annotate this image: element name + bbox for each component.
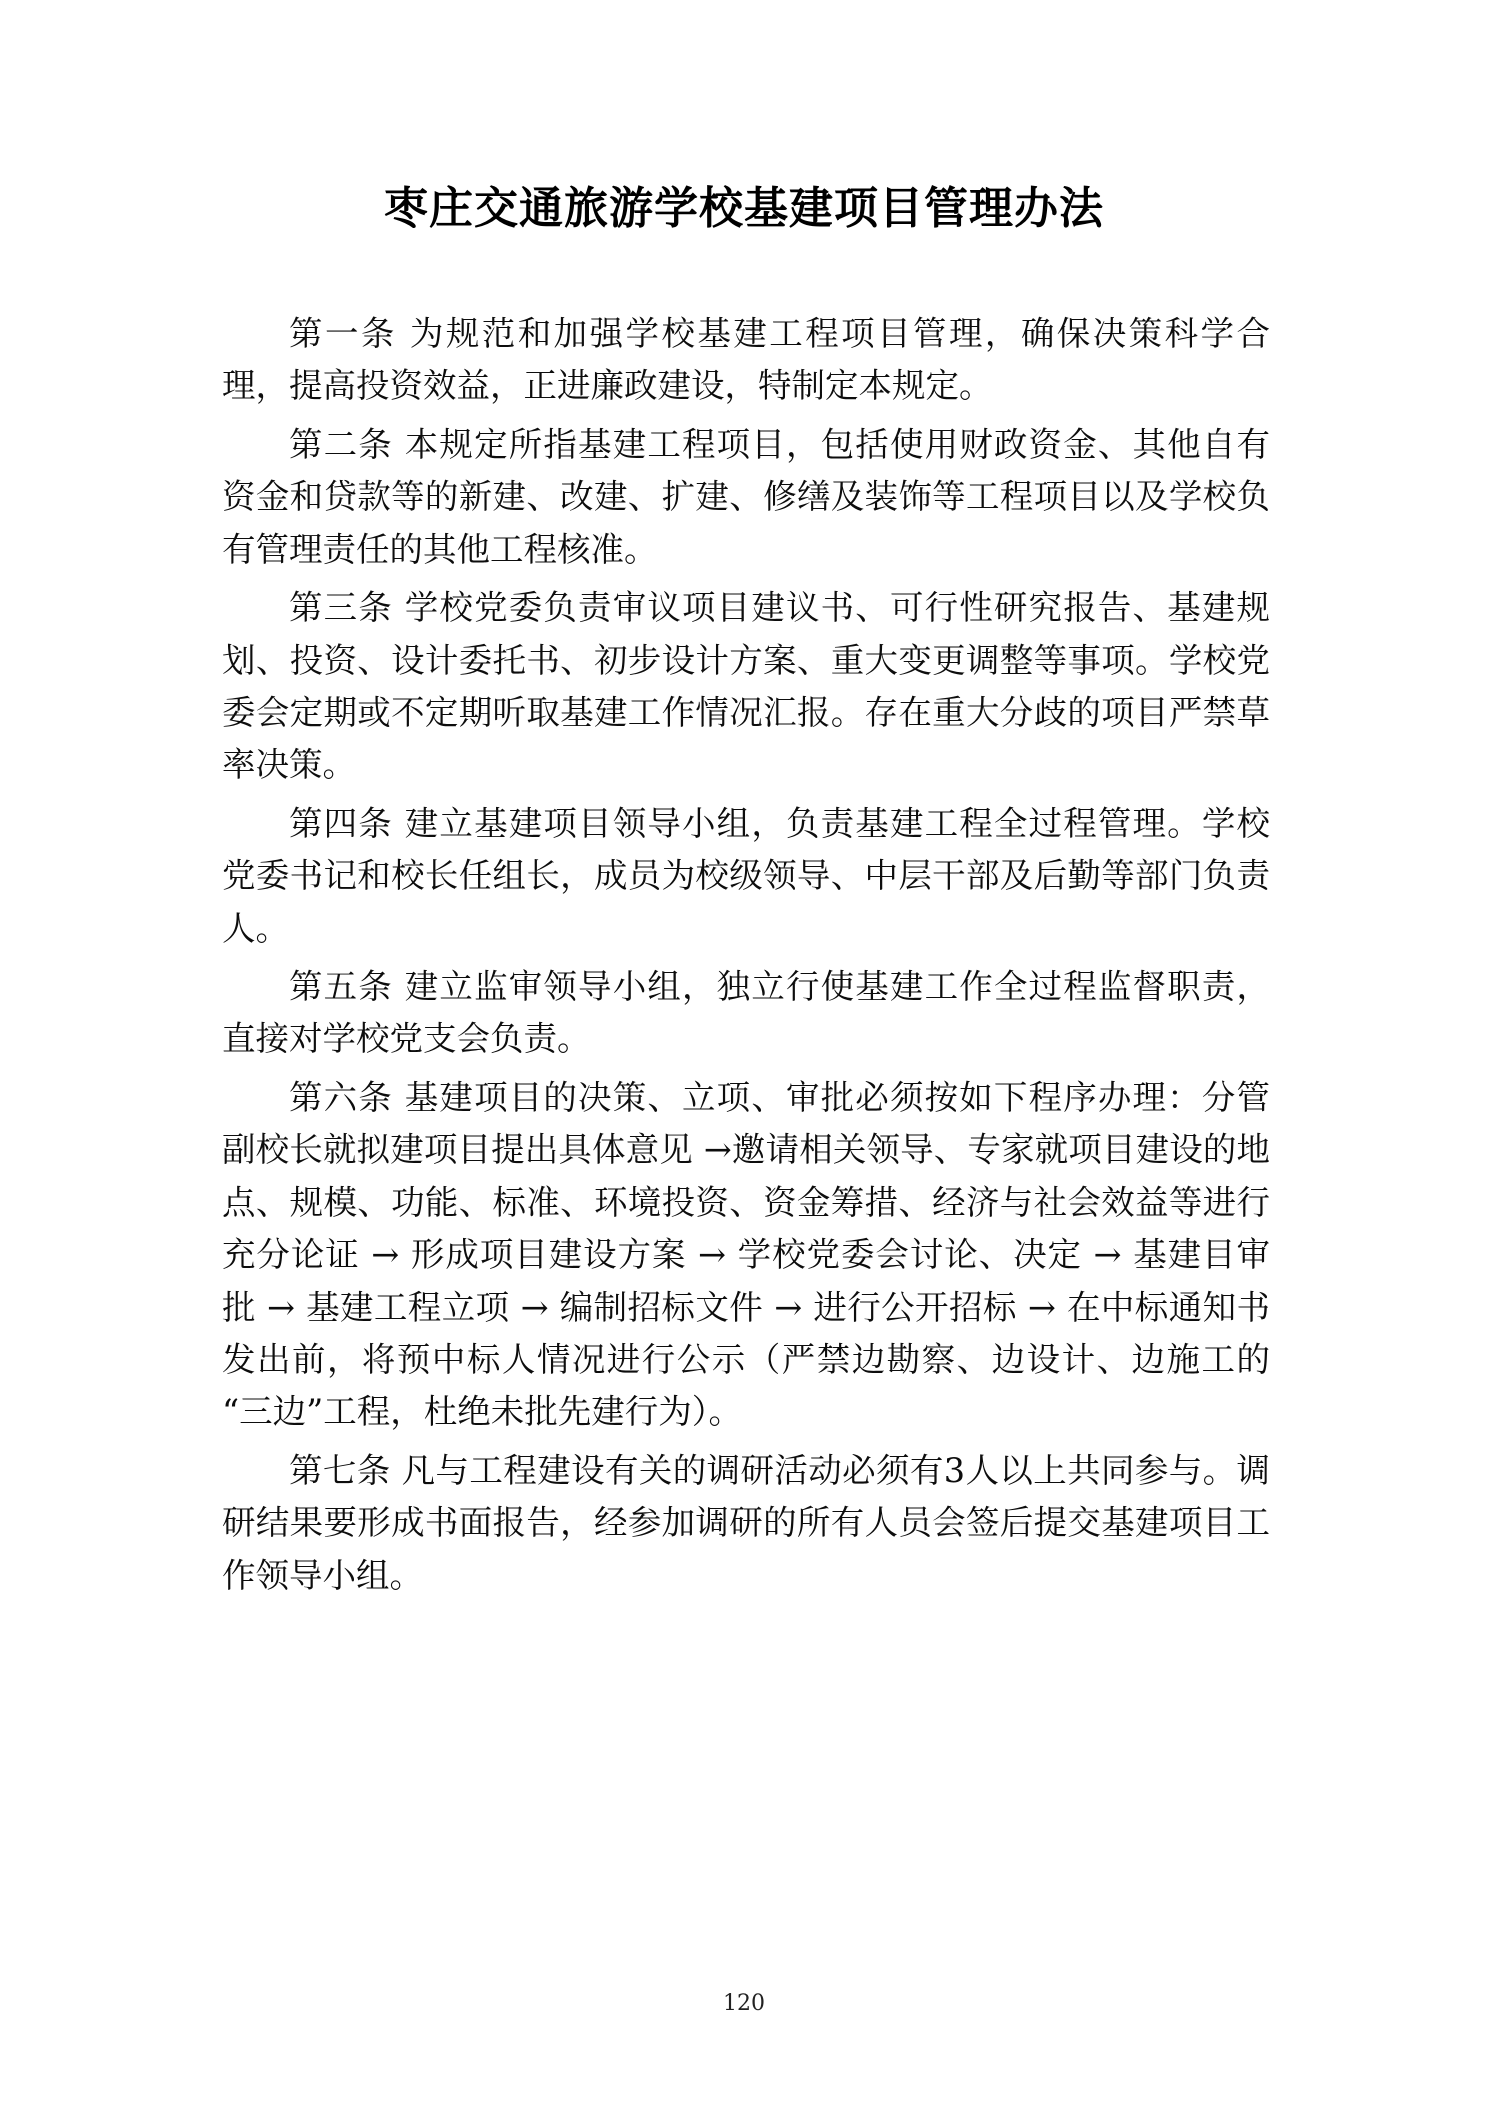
paragraph-article-7: 第七条 凡与工程建设有关的调研活动必须有3人以上共同参与。调研结果要形成书面报告，经参加调研的所有人员会签后提交基建项目工作领导小组。 xyxy=(222,1450,1270,1595)
document-body xyxy=(0,308,1488,1602)
paragraph-article-6: 第六条 基建项目的决策、立项、审批必须按如下程序办理：分管副校长就拟建项目提出具体意见 →邀请相关领导、专家就项目建设的地点、规模、功能、标准、环境投资、资金筹措、经济与社会效益等进行充分论证 → 形成项目建设方案 → 学校党委会讨论、决定 → 基建目审批 → 基建工程立项 → 编制招标文件 → 进行公开招标 → 在中标通知书发出前，将预中标人情况进行公示（严禁边勘察、边设计、边施工的“三边”工程，杜绝未批先建行为）。 xyxy=(222,1077,1270,1432)
paragraph-article-4: 第四条 建立基建项目领导小组，负责基建工程全过程管理。学校党委书记和校长任组长，成员为校级领导、中层干部及后勤等部门负责人。 xyxy=(222,803,1270,948)
paragraph-article-1: 第一条 为规范和加强学校基建工程项目管理，确保决策科学合理，提高投资效益，正进廉政建设，特制定本规定。 xyxy=(222,314,1270,406)
paragraph-article-3: 第三条 学校党委负责审议项目建议书、可行性研究报告、基建规划、投资、设计委托书、初步设计方案、重大变更调整等事项。学校党委会定期或不定期听取基建工作情况汇报。存在重大分歧的项目严禁草率决策。 xyxy=(222,588,1270,785)
paragraph-article-2: 第二条 本规定所指基建工程项目，包括使用财政资金、其他自有资金和贷款等的新建、改建、扩建、修缮及装饰等工程项目以及学校负有管理责任的其他工程核准。 xyxy=(222,424,1270,569)
paragraph-article-5: 第五条 建立监审领导小组，独立行使基建工作全过程监督职责，直接对学校党支会负责。 xyxy=(222,967,1270,1059)
page-title: 枣庄交通旅游学校基建项目管理办法 xyxy=(384,183,1104,234)
page-number: 120 xyxy=(723,1991,765,2016)
